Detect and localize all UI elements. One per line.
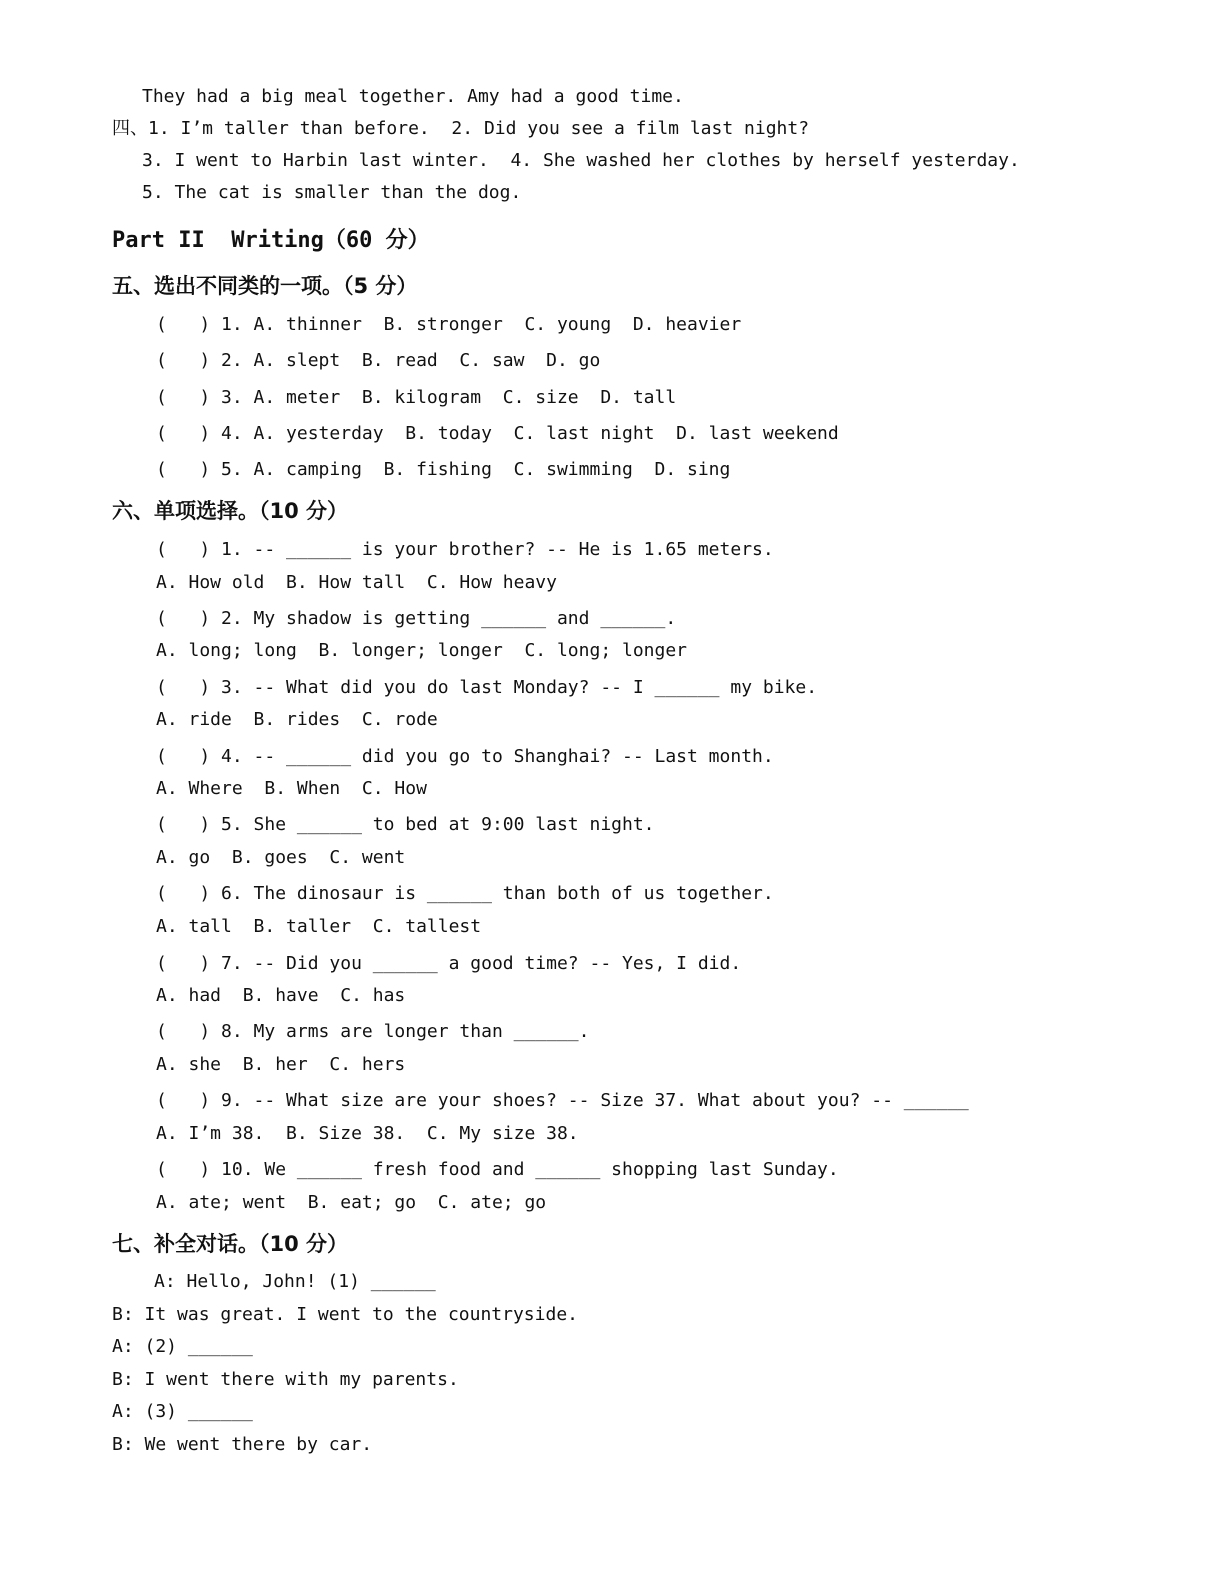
question-item: ( ) 9. -- What size are your shoes? -- Size 37. What about you? -- ______ [156,1090,969,1111]
question-item: ( ) 3. -- What did you do last Monday? -- I ______ my bike. [156,677,818,698]
dialogue-line: A: (3) ______ [112,1401,253,1422]
question-options: A. had B. have C. has [156,985,406,1006]
question-options: A. Where B. When C. How [156,778,427,799]
section-title: 五、选出不同类的一项。（5 分） [112,274,418,298]
answer-line: They had a big meal together. Amy had a good time. [142,86,684,107]
question-options: A. go B. goes C. went [156,847,406,868]
question-item: ( ) 4. A. yesterday B. today C. last night D. last weekend [156,423,839,444]
dialogue-line: B: We went there by car. [112,1434,373,1455]
question-options: A. ate; went B. eat; go C. ate; go [156,1192,547,1213]
section-title: 七、补全对话。（10 分） [112,1232,349,1256]
dialogue-line: B: I went there with my parents. [112,1369,459,1390]
question-item: ( ) 5. She ______ to bed at 9:00 last night. [156,814,655,835]
question-item: ( ) 8. My arms are longer than ______. [156,1021,590,1042]
question-item: ( ) 1. -- ______ is your brother? -- He is 1.65 meters. [156,539,774,560]
question-options: A. I’m 38. B. Size 38. C. My size 38. [156,1123,579,1144]
question-options: A. How old B. How tall C. How heavy [156,572,557,593]
question-item: ( ) 3. A. meter B. kilogram C. size D. tall [156,387,677,408]
dialogue-line: A: Hello, John! (1) ______ [154,1271,436,1292]
answer-line: 四、1. I’m taller than before. 2. Did you see a film last night? [112,118,810,139]
question-item: ( ) 4. -- ______ did you go to Shanghai? -- Last month. [156,746,774,767]
question-item: ( ) 6. The dinosaur is ______ than both of us together. [156,883,774,904]
dialogue-line: B: It was great. I went to the countryside. [112,1304,578,1325]
answer-line: 5. The cat is smaller than the dog. [142,182,522,203]
question-item: ( ) 2. My shadow is getting ______ and ______. [156,608,677,629]
question-options: A. long; long B. longer; longer C. long; longer [156,640,688,661]
question-item: ( ) 2. A. slept B. read C. saw D. go [156,350,601,371]
answer-line: 3. I went to Harbin last winter. 4. She washed her clothes by herself yesterday. [142,150,1020,171]
dialogue-line: A: (2) ______ [112,1336,253,1357]
part-title: Part II Writing（60 分） [112,228,430,253]
question-options: A. tall B. taller C. tallest [156,916,482,937]
question-item: ( ) 10. We ______ fresh food and ______ shopping last Sunday. [156,1159,839,1180]
question-options: A. ride B. rides C. rode [156,709,438,730]
question-item: ( ) 5. A. camping B. fishing C. swimming D. sing [156,459,731,480]
question-item: ( ) 1. A. thinner B. stronger C. young D. heavier [156,314,742,335]
question-options: A. she B. her C. hers [156,1054,406,1075]
question-item: ( ) 7. -- Did you ______ a good time? -- Yes, I did. [156,953,742,974]
section-title: 六、单项选择。（10 分） [112,499,349,523]
